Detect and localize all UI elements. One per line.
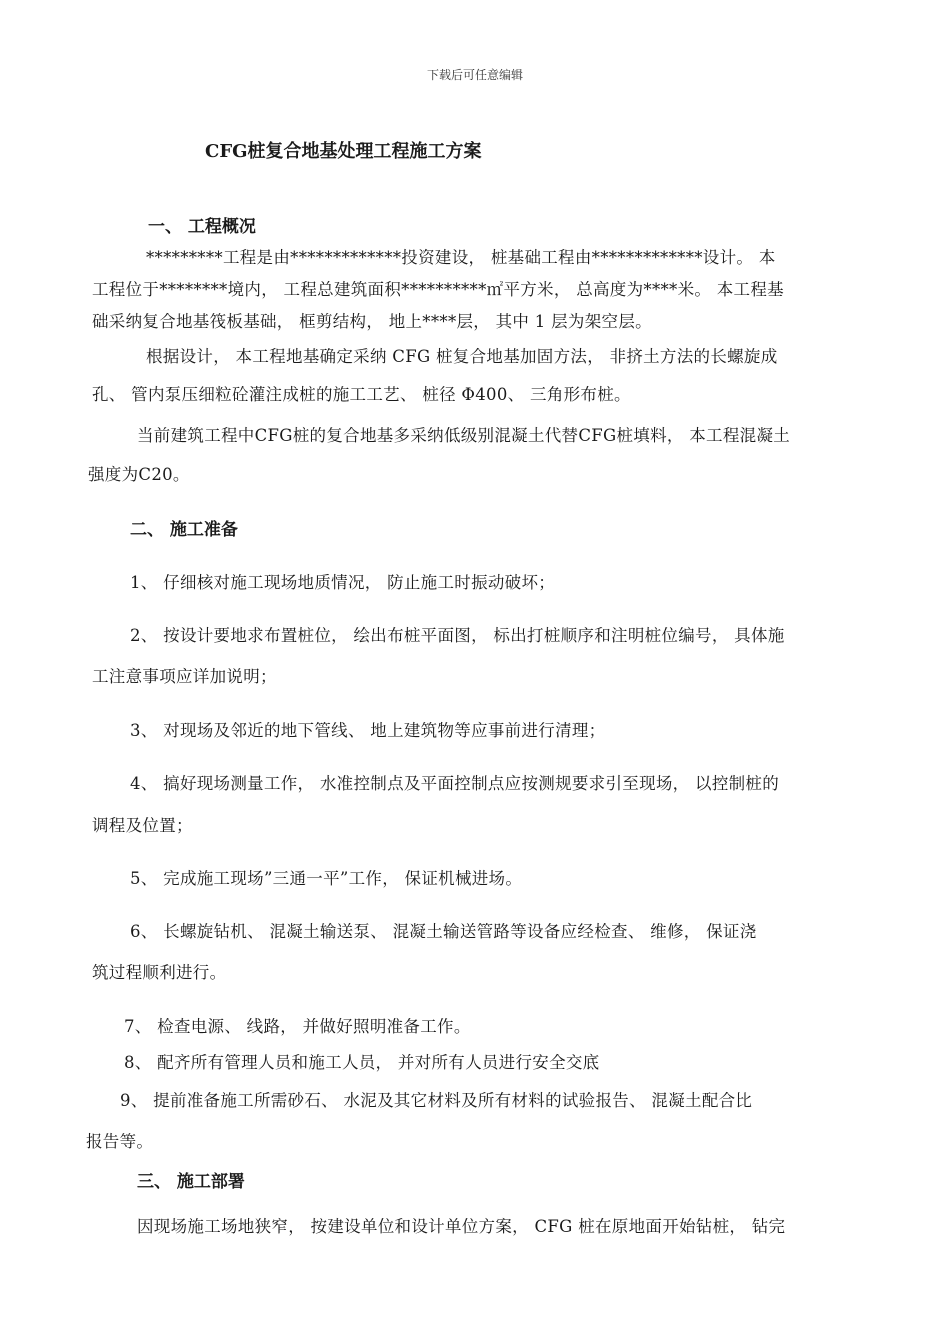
section-heading-preparation: 二、 施工准备 — [130, 520, 238, 540]
paragraph-line: 强度为C20。 — [88, 465, 190, 484]
paragraph-line: 当前建筑工程中CFG桩的复合地基多采纳低级别混凝土代替CFG桩填料， 本工程混凝土 — [137, 426, 791, 445]
list-item: 2、 按设计要地求布置桩位， 绘出布桩平面图， 标出打桩顺序和注明桩位编号， 具体施 — [130, 626, 785, 645]
paragraph-line: 础采纳复合地基筏板基础， 框剪结构， 地上****层， 其中 1 层为架空层。 — [92, 312, 652, 331]
paragraph-line: 根据设计， 本工程地基确定采纳 CFG 桩复合地基加固方法， 非挤土方法的长螺旋成 — [146, 347, 778, 366]
list-item-continuation: 调程及位置； — [92, 816, 193, 835]
list-item-continuation: 报告等。 — [86, 1132, 154, 1151]
list-item: 3、 对现场及邻近的地下管线、 地上建筑物等应事前进行清理； — [130, 721, 606, 740]
page-header-note: 下载后可任意编辑 — [426, 68, 523, 82]
list-item: 8、 配齐所有管理人员和施工人员， 并对所有人员进行安全交底 — [124, 1053, 600, 1072]
list-item: 6、 长螺旋钻机、 混凝土输送泵、 混凝土输送管路等设备应经检查、 维修， 保证浇 — [130, 922, 757, 941]
list-item: 7、 检查电源、 线路， 并做好照明准备工作。 — [124, 1017, 471, 1036]
section-heading-deployment: 三、 施工部署 — [137, 1172, 245, 1192]
document-title: CFG桩复合地基处理工程施工方案 — [205, 141, 482, 162]
list-item-continuation: 工注意事项应详加说明； — [92, 667, 277, 686]
paragraph-line: 因现场施工场地狭窄， 按建设单位和设计单位方案， CFG 桩在原地面开始钻桩， 钻完 — [137, 1217, 786, 1236]
list-item: 4、 搞好现场测量工作， 水准控制点及平面控制点应按测规要求引至现场， 以控制桩的 — [130, 774, 780, 793]
paragraph-line: *********工程是由*************投资建设， 桩基础工程由*************设计。 本 — [146, 248, 776, 267]
paragraph-line: 孔、 管内泵压细粒砼灌注成桩的施工工艺、 桩径 Φ400、 三角形布桩。 — [92, 385, 631, 404]
section-heading-overview: 一、 工程概况 — [148, 217, 256, 237]
paragraph-line: 工程位于********境内， 工程总建筑面积**********㎡平方米， 总高度为****米。 本工程基 — [92, 280, 784, 299]
list-item: 5、 完成施工现场”三通一平”工作， 保证机械进场。 — [130, 869, 523, 888]
list-item-continuation: 筑过程顺利进行。 — [92, 963, 227, 982]
list-item: 1、 仔细核对施工现场地质情况， 防止施工时振动破坏； — [130, 573, 556, 592]
list-item: 9、 提前准备施工所需砂石、 水泥及其它材料及所有材料的试验报告、 混凝土配合比 — [120, 1091, 753, 1110]
